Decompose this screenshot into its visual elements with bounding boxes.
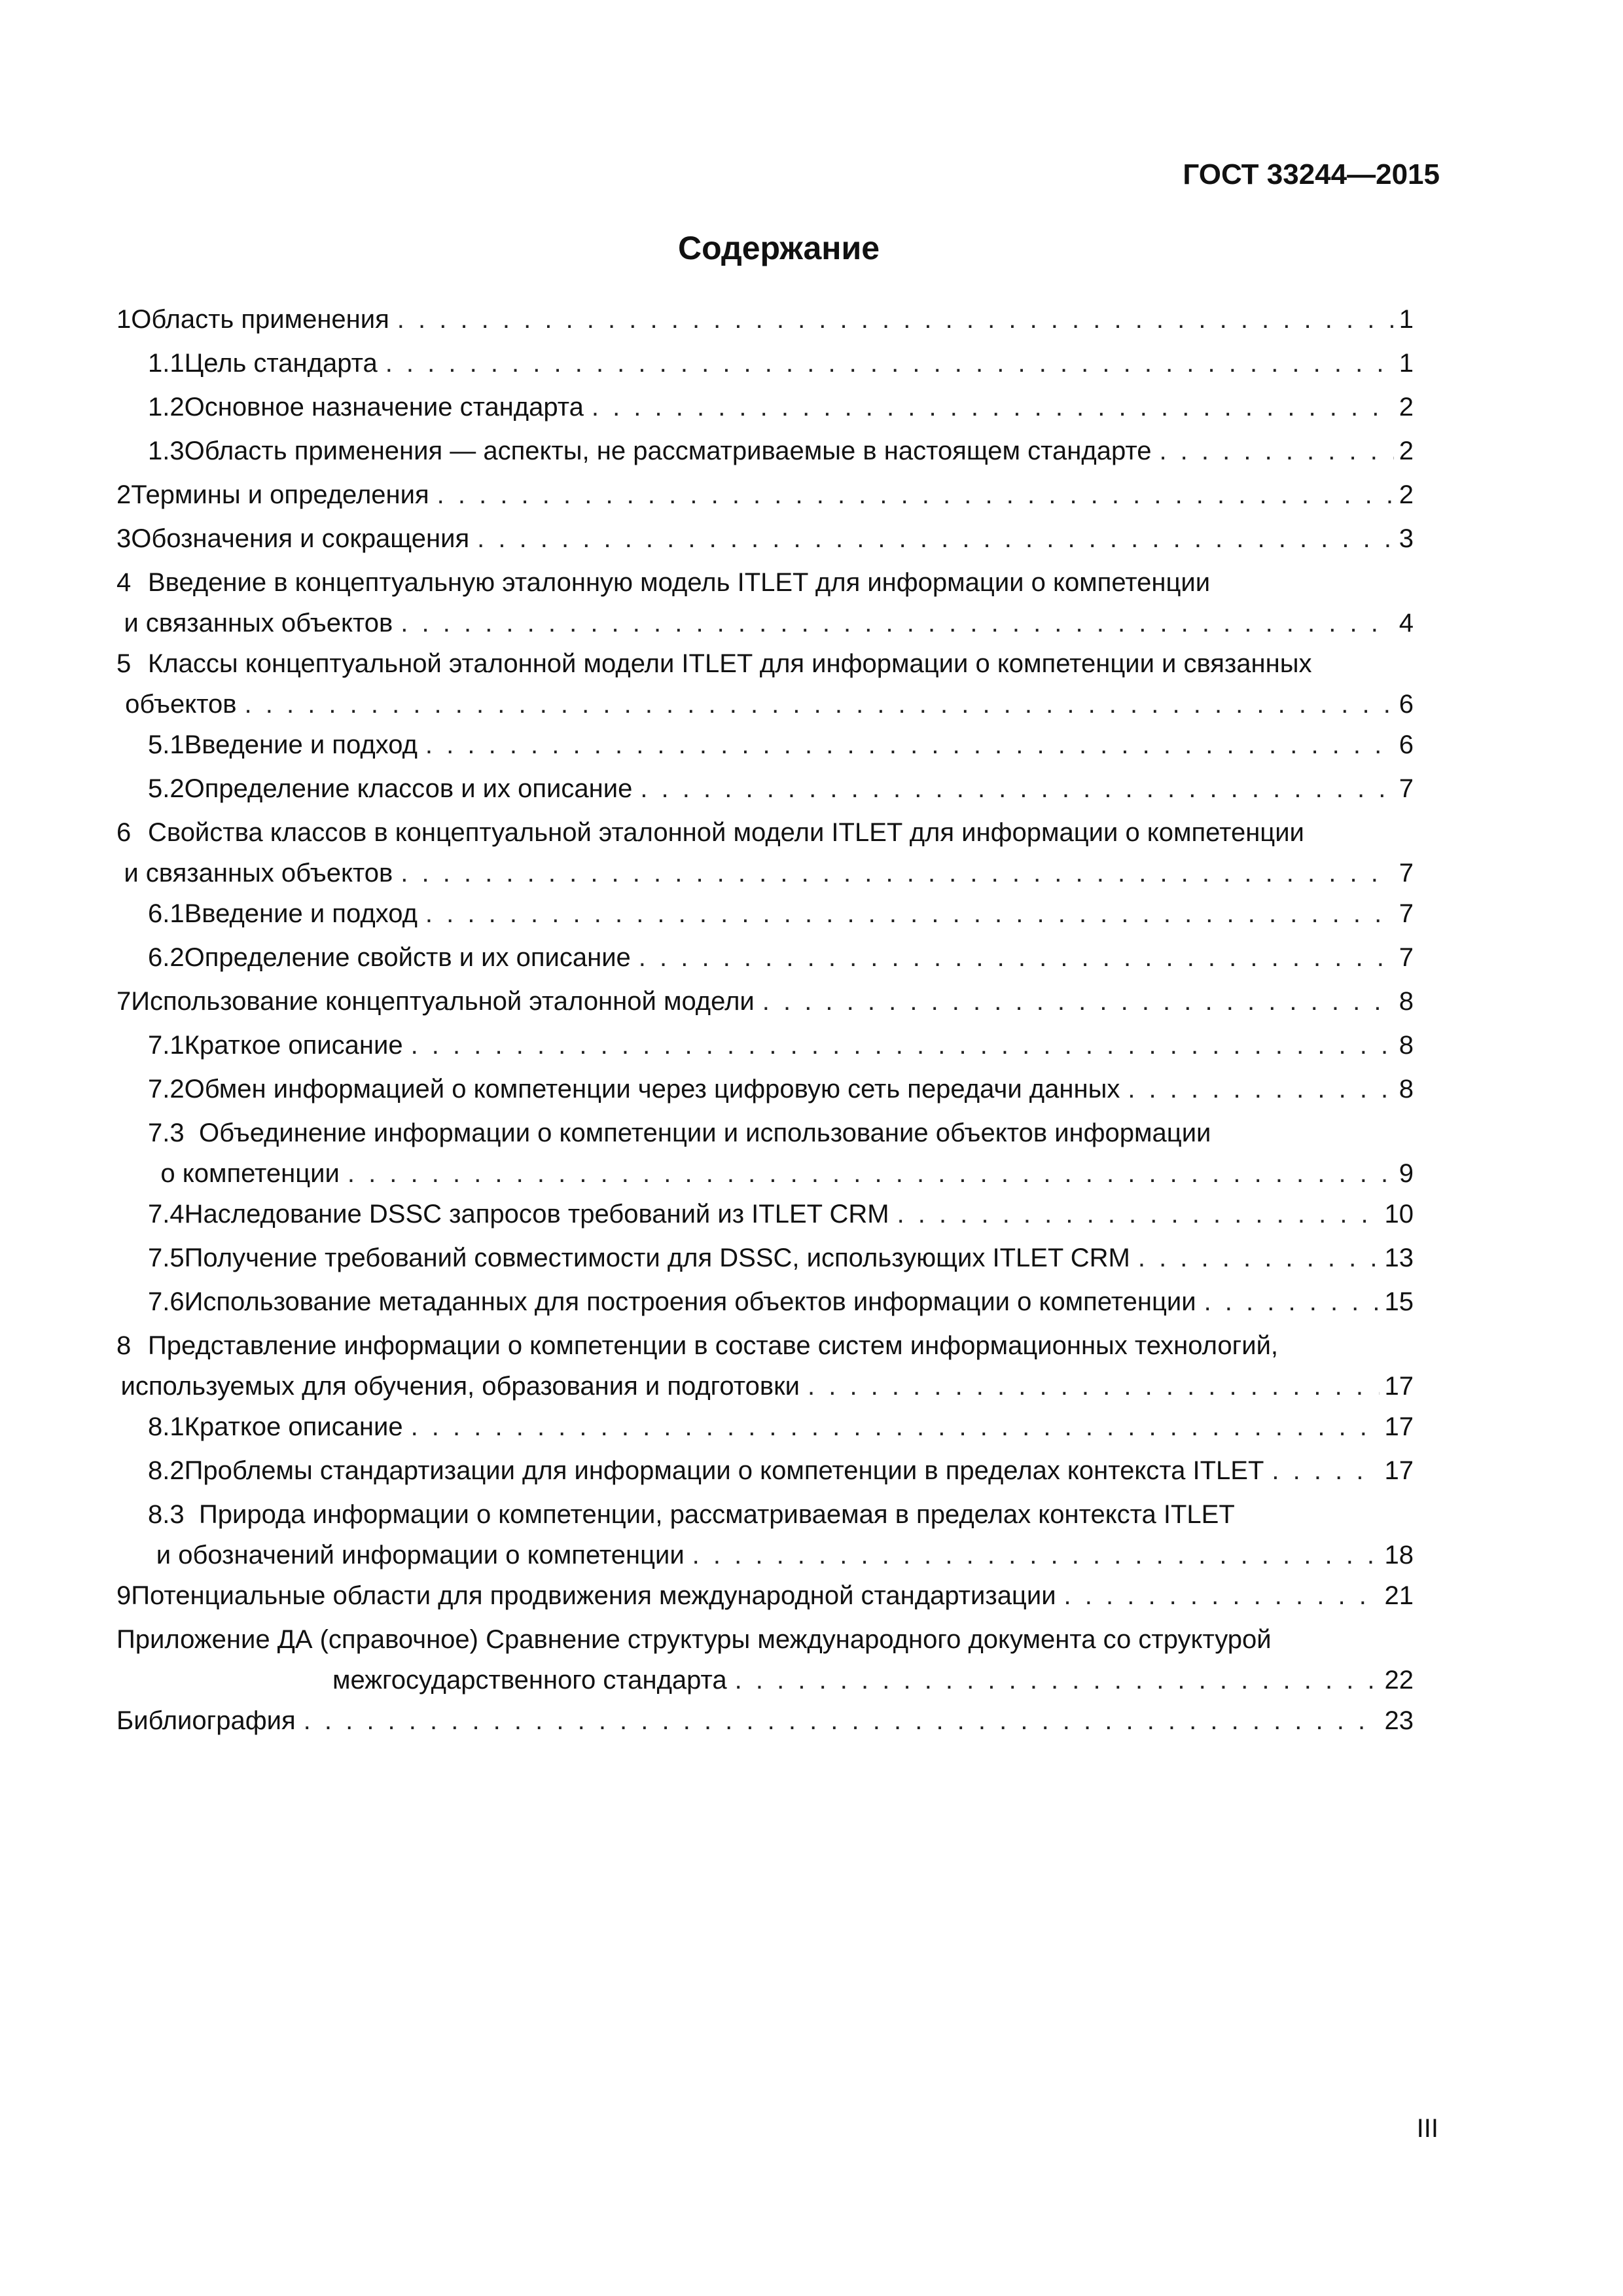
toc-entry-continuation[interactable] xyxy=(116,605,1414,642)
toc-entry-number: 7.4 xyxy=(148,1200,185,1229)
toc-dot-leader xyxy=(1264,1449,1379,1493)
toc-entry[interactable] xyxy=(116,1574,1414,1618)
toc-entry-title: Краткое описание xyxy=(184,1412,403,1441)
toc-entry-title: Обмен информацией о компетенции через цифровую сеть передачи данных xyxy=(184,1075,1120,1103)
toc-entry-number: 1.3 xyxy=(148,437,185,465)
toc-entry-title: Природа информации о компетенции, рассматриваемая в пределах контекста ITLET xyxy=(199,1500,1235,1529)
toc-entry-page: 7 xyxy=(1399,859,1414,888)
toc-dot-leader xyxy=(755,980,1394,1024)
toc-entry-title: Объединение информации о компетенции и использование объектов информации xyxy=(199,1119,1211,1147)
toc-entry-title: Получение требований совместимости для DSSC, использующих ITLET CRM xyxy=(184,1244,1130,1272)
toc-entry-title: Область применения xyxy=(131,305,389,334)
toc-entry-continuation[interactable] xyxy=(116,686,1414,723)
toc-entry-title: Библиография xyxy=(116,1706,296,1735)
toc-entry-number: 8.2 xyxy=(148,1456,185,1485)
toc-dot-leader xyxy=(393,855,1393,892)
toc-dot-leader xyxy=(1196,1280,1380,1324)
toc-entry[interactable] xyxy=(116,642,1414,686)
toc-dot-leader xyxy=(418,892,1394,936)
toc-entry-title: Представление информации о компетенции в составе систем информационных технологий, xyxy=(148,1331,1279,1360)
toc-entry-page: 2 xyxy=(1399,437,1414,465)
toc-entry-number: 2 xyxy=(116,480,132,509)
toc-entry-page: 23 xyxy=(1384,1706,1414,1735)
toc-entry-page: 17 xyxy=(1384,1412,1414,1441)
toc-entry-page: 2 xyxy=(1399,480,1414,509)
toc-entry-title: Приложение ДА (справочное) Сравнение структуры международного документа со структурой xyxy=(116,1625,1272,1654)
toc-entry-page: 3 xyxy=(1399,524,1414,553)
toc-entry[interactable] xyxy=(116,1449,1414,1493)
toc-entry-title: Область применения — аспекты, не рассматриваемые в настоящем стандарте xyxy=(184,437,1152,465)
toc-entry-number: 1.1 xyxy=(148,349,185,378)
toc-entry[interactable] xyxy=(116,1067,1414,1111)
toc-entry[interactable] xyxy=(116,342,1414,386)
toc-entry-page: 13 xyxy=(1384,1244,1414,1272)
toc-dot-leader xyxy=(685,1537,1380,1574)
toc-entry-page: 8 xyxy=(1399,987,1414,1016)
toc-entry-title: Определение свойств и их описание xyxy=(184,943,631,972)
toc-entry-title-continuation: о компетенции xyxy=(160,1159,340,1188)
toc-entry-number: 7.1 xyxy=(148,1031,185,1060)
toc-entry-page: 4 xyxy=(1399,609,1414,637)
toc-entry-title: Проблемы стандартизации для информации о компетенции в пределах контекста ITLET xyxy=(184,1456,1264,1485)
toc-entry-continuation[interactable] xyxy=(116,1368,1414,1405)
toc-entry[interactable] xyxy=(116,429,1414,473)
toc-entry-title: Использование метаданных для построения объектов информации о компетенции xyxy=(184,1287,1196,1316)
toc-entry-number: 1.2 xyxy=(148,393,185,422)
document-standard-number: ГОСТ 33244—2015 xyxy=(1183,158,1440,190)
toc-entry[interactable] xyxy=(116,936,1414,980)
toc-entry-page: 6 xyxy=(1399,730,1414,759)
toc-dot-leader xyxy=(1151,429,1393,473)
toc-entry[interactable] xyxy=(116,298,1414,342)
toc-entry-number: 4 xyxy=(116,568,132,597)
toc-entry-title: Введение в концептуальную эталонную модель ITLET для информации о компетенции xyxy=(148,568,1211,597)
toc-entry-title-continuation: используемых для обучения, образования и подготовки xyxy=(120,1372,800,1401)
page-title: Содержание xyxy=(677,230,880,266)
toc-entry-title: Наследование DSSC запросов требований из ITLET CRM xyxy=(184,1200,889,1229)
toc-dot-leader xyxy=(584,386,1394,429)
toc-dot-leader xyxy=(418,723,1394,767)
toc-entry[interactable] xyxy=(116,1618,1414,1662)
toc-entry-number: 5.2 xyxy=(148,774,185,803)
toc-entry-title: Классы концептуальной эталонной модели ITLET для информации о компетенции и связанных xyxy=(148,649,1312,678)
toc-dot-leader xyxy=(1120,1067,1393,1111)
toc-entry-page: 7 xyxy=(1399,774,1414,803)
page-number: III xyxy=(1416,2114,1438,2143)
toc-dot-leader xyxy=(632,767,1393,811)
toc-entry-page: 1 xyxy=(1399,305,1414,334)
toc-entry-continuation[interactable] xyxy=(116,1155,1414,1193)
toc-entry-page: 17 xyxy=(1384,1372,1414,1401)
toc-entry[interactable] xyxy=(116,767,1414,811)
toc-dot-leader xyxy=(727,1662,1380,1699)
toc-dot-leader xyxy=(429,473,1394,517)
toc-entry-number: 3 xyxy=(116,524,132,553)
toc-entry-title: Термины и определения xyxy=(131,480,429,509)
toc-entry-title: Обозначения и сокращения xyxy=(131,524,470,553)
toc-dot-leader xyxy=(393,605,1393,642)
toc-entry-page: 17 xyxy=(1384,1456,1414,1485)
toc-entry[interactable] xyxy=(116,892,1414,936)
toc-entry-number: 6.2 xyxy=(148,943,185,972)
toc-dot-leader xyxy=(403,1024,1394,1067)
toc-entry[interactable] xyxy=(116,1324,1414,1368)
toc-entry[interactable] xyxy=(116,1236,1414,1280)
toc-entry[interactable] xyxy=(116,1699,1414,1743)
toc-dot-leader xyxy=(889,1193,1380,1236)
toc-dot-leader xyxy=(1130,1236,1380,1280)
toc-entry[interactable] xyxy=(116,811,1414,855)
toc-entry-title-continuation: объектов xyxy=(125,690,237,719)
toc-entry-number: 8.1 xyxy=(148,1412,185,1441)
toc-entry[interactable] xyxy=(116,723,1414,767)
toc-entry-page: 22 xyxy=(1384,1666,1414,1695)
toc-entry-number: 6 xyxy=(116,818,132,847)
toc-entry-number: 7.2 xyxy=(148,1075,185,1103)
toc-entry-page: 8 xyxy=(1399,1075,1414,1103)
toc-entry-number: 5.1 xyxy=(148,730,185,759)
toc-dot-leader xyxy=(403,1405,1380,1449)
toc-dot-leader xyxy=(1056,1574,1380,1618)
toc-entry-number: 8.3 xyxy=(148,1500,185,1529)
toc-entry-page: 8 xyxy=(1399,1031,1414,1060)
toc-entry-page: 21 xyxy=(1384,1581,1414,1610)
toc-entry-number: 5 xyxy=(116,649,132,678)
toc-entry-number: 7.5 xyxy=(148,1244,185,1272)
toc-entry[interactable] xyxy=(116,1493,1414,1537)
toc-entry[interactable] xyxy=(116,1280,1414,1324)
toc-entry[interactable] xyxy=(116,1405,1414,1449)
toc-entry-title: Краткое описание xyxy=(184,1031,403,1060)
toc-entry-title-continuation: и связанных объектов xyxy=(124,609,393,637)
toc-entry[interactable] xyxy=(116,980,1414,1024)
toc-dot-leader xyxy=(389,298,1394,342)
toc-dot-leader xyxy=(237,686,1394,723)
toc-dot-leader xyxy=(469,517,1394,561)
toc-entry-page: 10 xyxy=(1384,1200,1414,1229)
toc-entry-number: 6.1 xyxy=(148,899,185,928)
toc-entry-title: Введение и подход xyxy=(184,899,418,928)
toc-entry-title: Потенциальные области для продвижения международной стандартизации xyxy=(131,1581,1056,1610)
toc-entry-number: 7.6 xyxy=(148,1287,185,1316)
toc-entry-continuation[interactable] xyxy=(116,1662,1414,1699)
table-of-contents xyxy=(116,298,1414,1743)
toc-entry-page: 7 xyxy=(1399,943,1414,972)
toc-entry-page: 6 xyxy=(1399,690,1414,719)
toc-entry-continuation[interactable] xyxy=(116,1537,1414,1574)
toc-entry-title-continuation: и обозначений информации о компетенции xyxy=(156,1541,685,1570)
toc-entry[interactable] xyxy=(116,473,1414,517)
toc-entry-number: 7.3 xyxy=(148,1119,185,1147)
toc-dot-leader xyxy=(296,1699,1380,1743)
toc-dot-leader xyxy=(340,1155,1394,1193)
toc-entry[interactable] xyxy=(116,1111,1414,1155)
toc-dot-leader xyxy=(800,1368,1380,1405)
toc-dot-leader xyxy=(378,342,1394,386)
toc-entry-title-continuation: и связанных объектов xyxy=(124,859,393,888)
toc-entry-page: 2 xyxy=(1399,393,1414,422)
toc-entry[interactable] xyxy=(116,561,1414,605)
toc-entry-title: Основное назначение стандарта xyxy=(184,393,584,422)
toc-entry-page: 1 xyxy=(1399,349,1414,378)
toc-entry[interactable] xyxy=(116,386,1414,429)
toc-entry-page: 7 xyxy=(1399,899,1414,928)
toc-entry-title: Использование концептуальной эталонной модели xyxy=(131,987,755,1016)
toc-entry-number: 8 xyxy=(116,1331,132,1360)
toc-entry-title-continuation: межгосударственного стандарта xyxy=(332,1666,727,1695)
toc-entry-number: 1 xyxy=(116,305,132,334)
toc-entry-page: 15 xyxy=(1384,1287,1414,1316)
toc-entry-title: Свойства классов в концептуальной эталонной модели ITLET для информации о компетенции xyxy=(148,818,1304,847)
toc-entry[interactable] xyxy=(116,517,1414,561)
toc-entry-page: 18 xyxy=(1384,1541,1414,1570)
toc-entry[interactable] xyxy=(116,1193,1414,1236)
toc-entry-title: Определение классов и их описание xyxy=(184,774,633,803)
toc-entry-title: Цель стандарта xyxy=(184,349,378,378)
toc-dot-leader xyxy=(631,936,1394,980)
toc-entry[interactable] xyxy=(116,1024,1414,1067)
toc-entry-number: 9 xyxy=(116,1581,132,1610)
toc-entry-number: 7 xyxy=(116,987,132,1016)
toc-entry-title: Введение и подход xyxy=(184,730,418,759)
toc-entry-page: 9 xyxy=(1399,1159,1414,1188)
toc-entry-continuation[interactable] xyxy=(116,855,1414,892)
